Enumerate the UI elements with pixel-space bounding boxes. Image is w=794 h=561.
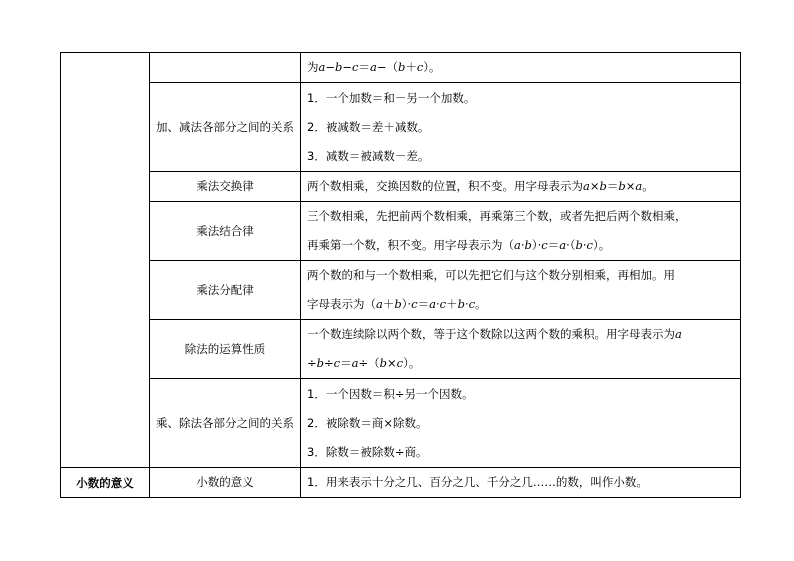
content-cell (301, 53, 741, 83)
content-line: 三个数相乘，先把前两个数相乘，再乘第三个数，或者先把后两个数相乘， (307, 209, 687, 223)
content-line: 3．除数＝被除数÷商。 (307, 444, 428, 459)
content-line: 再乘第一个数，积不变。用字母表示为（a·b）·c＝a·（b·c）。 (307, 238, 611, 252)
content-line: 为a−b−c＝a−（b＋c）。 (307, 60, 441, 74)
table-row (61, 261, 741, 320)
table-row (61, 53, 741, 83)
table-row (61, 468, 741, 498)
content-cell (301, 261, 741, 320)
topic-cell: 加、减法各部分之间的关系 (150, 83, 301, 172)
content-line: 1．一个加数＝和－另一个加数。 (307, 90, 476, 105)
content-line: 3．减数＝被减数－差。 (307, 148, 430, 163)
content-line: 两个数相乘，交换因数的位置，积不变。用字母表示为a×b＝b×a。 (307, 179, 654, 193)
content-line: 2．被除数＝商×除数。 (307, 415, 428, 430)
content-cell (301, 320, 741, 379)
topic-cell: 小数的意义 (150, 468, 301, 498)
content-line: 一个数连续除以两个数，等于这个数除以这两个数的乘积。用字母表示为a (307, 327, 682, 341)
topic-cell: 乘法分配律 (150, 261, 301, 320)
table-row (61, 202, 741, 261)
topic-cell: 乘法交换律 (150, 172, 301, 202)
table-row (61, 379, 741, 468)
content-line: 1．用来表示十分之几、百分之几、千分之几……的数，叫作小数。 (307, 475, 648, 489)
topic-cell: 乘、除法各部分之间的关系 (150, 379, 301, 468)
topic-cell: 除法的运算性质 (150, 320, 301, 379)
table-row (61, 83, 741, 172)
topic-cell: 乘法结合律 (150, 202, 301, 261)
content-line: ÷b÷c＝a÷（b×c）。 (307, 356, 421, 370)
content-line: 字母表示为（a＋b）·c＝a·c＋b·c。 (307, 297, 487, 311)
knowledge-table (60, 52, 741, 498)
content-cell (301, 83, 741, 172)
category-cell: 小数的意义 (61, 468, 150, 498)
content-cell (301, 379, 741, 468)
topic-cell (150, 53, 301, 83)
table-row (61, 172, 741, 202)
content-line: 2．被减数＝差＋减数。 (307, 119, 430, 134)
content-cell (301, 468, 741, 498)
content-line: 两个数的和与一个数相乘，可以先把它们与这个数分别相乘，再相加。用 (307, 268, 675, 282)
content-line: 1．一个因数＝积÷另一个因数。 (307, 386, 474, 401)
table-row (61, 320, 741, 379)
category-cell (61, 53, 150, 468)
content-cell (301, 202, 741, 261)
content-cell (301, 172, 741, 202)
